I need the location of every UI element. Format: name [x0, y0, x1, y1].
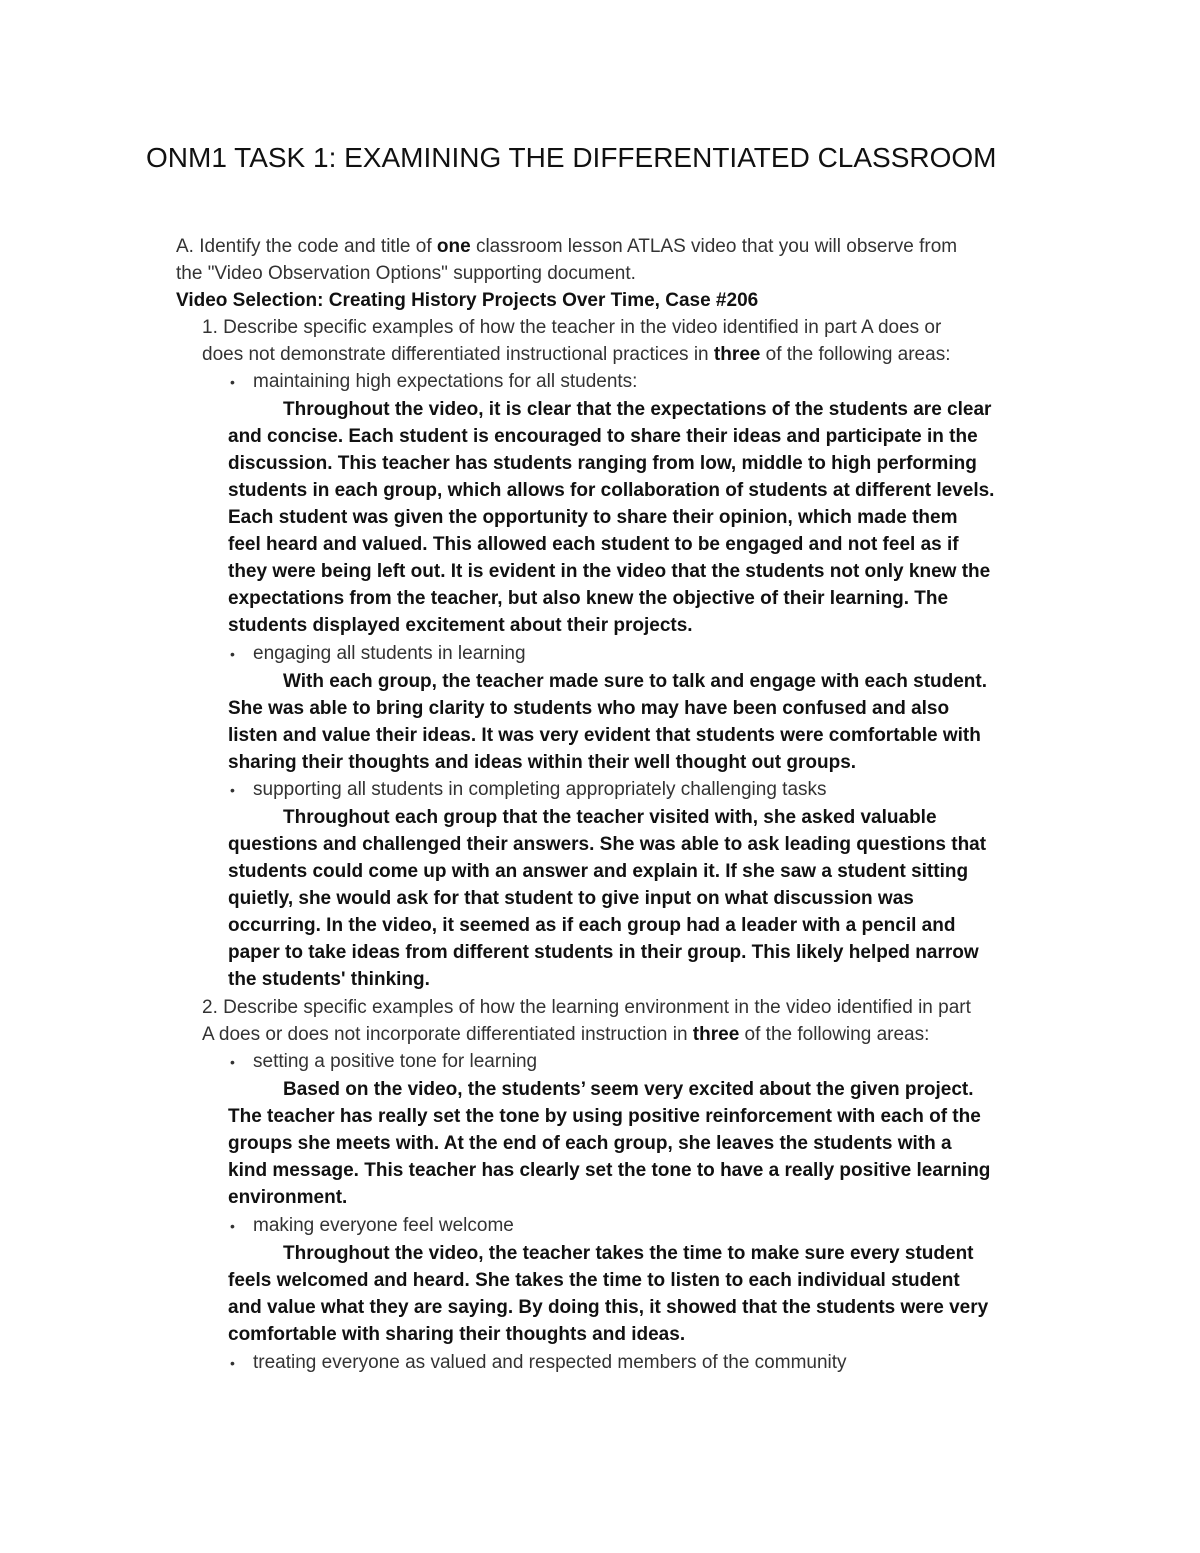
bullet-icon: •: [230, 646, 235, 662]
q2-line-2: [202, 1021, 929, 1048]
bullet-icon: •: [230, 1218, 235, 1234]
q1-item-1-answer-line: Throughout the video, it is clear that the expectations of the students are clear: [283, 399, 992, 420]
q2-item-2-label: making everyone feel welcome: [253, 1215, 514, 1236]
q1-item-1-answer-line: and concise. Each student is encouraged to share their ideas and participate in the: [228, 426, 978, 447]
bullet-icon: •: [230, 1054, 235, 1070]
q1-item-3-label: supporting all students in completing appropriately challenging tasks: [253, 779, 827, 800]
q1-item-2-answer-line: listen and value their ideas. It was very evident that students were comfortable with: [228, 725, 981, 746]
q2-item-3-label: treating everyone as valued and respected members of the community: [253, 1352, 847, 1373]
q1-item-1-answer-line: Each student was given the opportunity to share their opinion, which made them: [228, 507, 958, 528]
q2-item-1-answer-line: Based on the video, the students’ seem very excited about the given project.: [283, 1079, 974, 1100]
q2-item-1-answer-line: The teacher has really set the tone by using positive reinforcement with each of the: [228, 1106, 981, 1127]
q1-item-1-answer-line: students displayed excitement about their projects.: [228, 615, 693, 636]
q1-text-end: of the following areas:: [760, 344, 951, 365]
q1-item-3-answer-line: questions and challenged their answers. She was able to ask leading questions that: [228, 834, 987, 855]
q2-text: A does or does not incorporate differentiated instruction in: [202, 1024, 693, 1045]
q1-item-3-answer-line: quietly, she would ask for that student to give input on what discussion was: [228, 888, 914, 909]
bullet-icon: •: [230, 1355, 235, 1371]
q2-item-2-answer-line: and value what they are saying. By doing this, it showed that the students were very: [228, 1297, 989, 1318]
part-a-line-1: [176, 233, 957, 260]
q1-item-3-answer-line: paper to take ideas from different students in their group. This likely helped narrow: [228, 942, 979, 963]
video-selection: Video Selection: Creating History Projects Over Time, Case #206: [176, 290, 759, 311]
q2-item-2-answer-line: comfortable with sharing their thoughts and ideas.: [228, 1324, 686, 1345]
bullet-icon: •: [230, 374, 235, 390]
q2-item-1-answer-line: environment.: [228, 1187, 348, 1208]
q1-item-1-label: maintaining high expectations for all students:: [253, 371, 638, 392]
q2-item-2-answer-line: Throughout the video, the teacher takes the time to make sure every student: [283, 1243, 974, 1264]
q1-item-3-answer-line: students could come up with an answer and explain it. If she saw a student sitting: [228, 861, 969, 882]
q1-emphasis: three: [713, 344, 761, 365]
q1-item-1-answer-line: discussion. This teacher has students ranging from low, middle to high performing: [228, 453, 977, 474]
q1-item-1-answer-line: students in each group, which allows for collaboration of students at different levels.: [228, 480, 995, 501]
document-title: ONM1 TASK 1: EXAMINING THE DIFFERENTIATED CLASSROOM: [146, 142, 997, 173]
q1-item-1-answer-line: feel heard and valued. This allowed each student to be engaged and not feel as if: [228, 534, 959, 555]
q1-item-1-answer-line: they were being left out. It is evident in the video that the students not only knew the: [228, 561, 991, 582]
q1-item-2-answer-line: sharing their thoughts and ideas within their well thought out groups.: [228, 752, 857, 773]
q2-item-1-label: setting a positive tone for learning: [253, 1051, 538, 1072]
q1-item-2-label: engaging all students in learning: [253, 643, 526, 664]
q1-line-1: 1. Describe specific examples of how the teacher in the video identified in part A does or: [202, 317, 942, 338]
part-a-text-end: classroom lesson ATLAS video that you will observe from: [470, 236, 958, 257]
part-a-emphasis: one: [436, 236, 471, 257]
q1-line-2: [202, 341, 950, 368]
bullet-icon: •: [230, 782, 235, 798]
q1-item-3-answer-line: Throughout each group that the teacher visited with, she asked valuable: [283, 807, 937, 828]
q1-text: does not demonstrate differentiated instructional practices in: [202, 344, 714, 365]
q1-item-2-answer-line: With each group, the teacher made sure to talk and engage with each student.: [283, 671, 988, 692]
q2-item-1-answer-line: groups she meets with. At the end of each group, she leaves the students with a: [228, 1133, 952, 1154]
q2-item-2-answer-line: feels welcomed and heard. She takes the time to listen to each individual student: [228, 1270, 960, 1291]
q2-text-end: of the following areas:: [739, 1024, 930, 1045]
q1-item-3-answer-line: occurring. In the video, it seemed as if each group had a leader with a pencil and: [228, 915, 956, 936]
q2-item-1-answer-line: kind message. This teacher has clearly set the tone to have a really positive learning: [228, 1160, 991, 1181]
part-a-text: A. Identify the code and title of: [176, 236, 437, 257]
q1-item-2-answer-line: She was able to bring clarity to students who may have been confused and also: [228, 698, 950, 719]
q2-emphasis: three: [692, 1024, 740, 1045]
q2-line-1: 2. Describe specific examples of how the learning environment in the video identified in part: [202, 997, 971, 1018]
part-a-line-2: the "Video Observation Options" supporting document.: [176, 263, 636, 284]
q1-item-3-answer-line: the students' thinking.: [228, 969, 430, 990]
q1-item-1-answer-line: expectations from the teacher, but also knew the objective of their learning. The: [228, 588, 949, 609]
